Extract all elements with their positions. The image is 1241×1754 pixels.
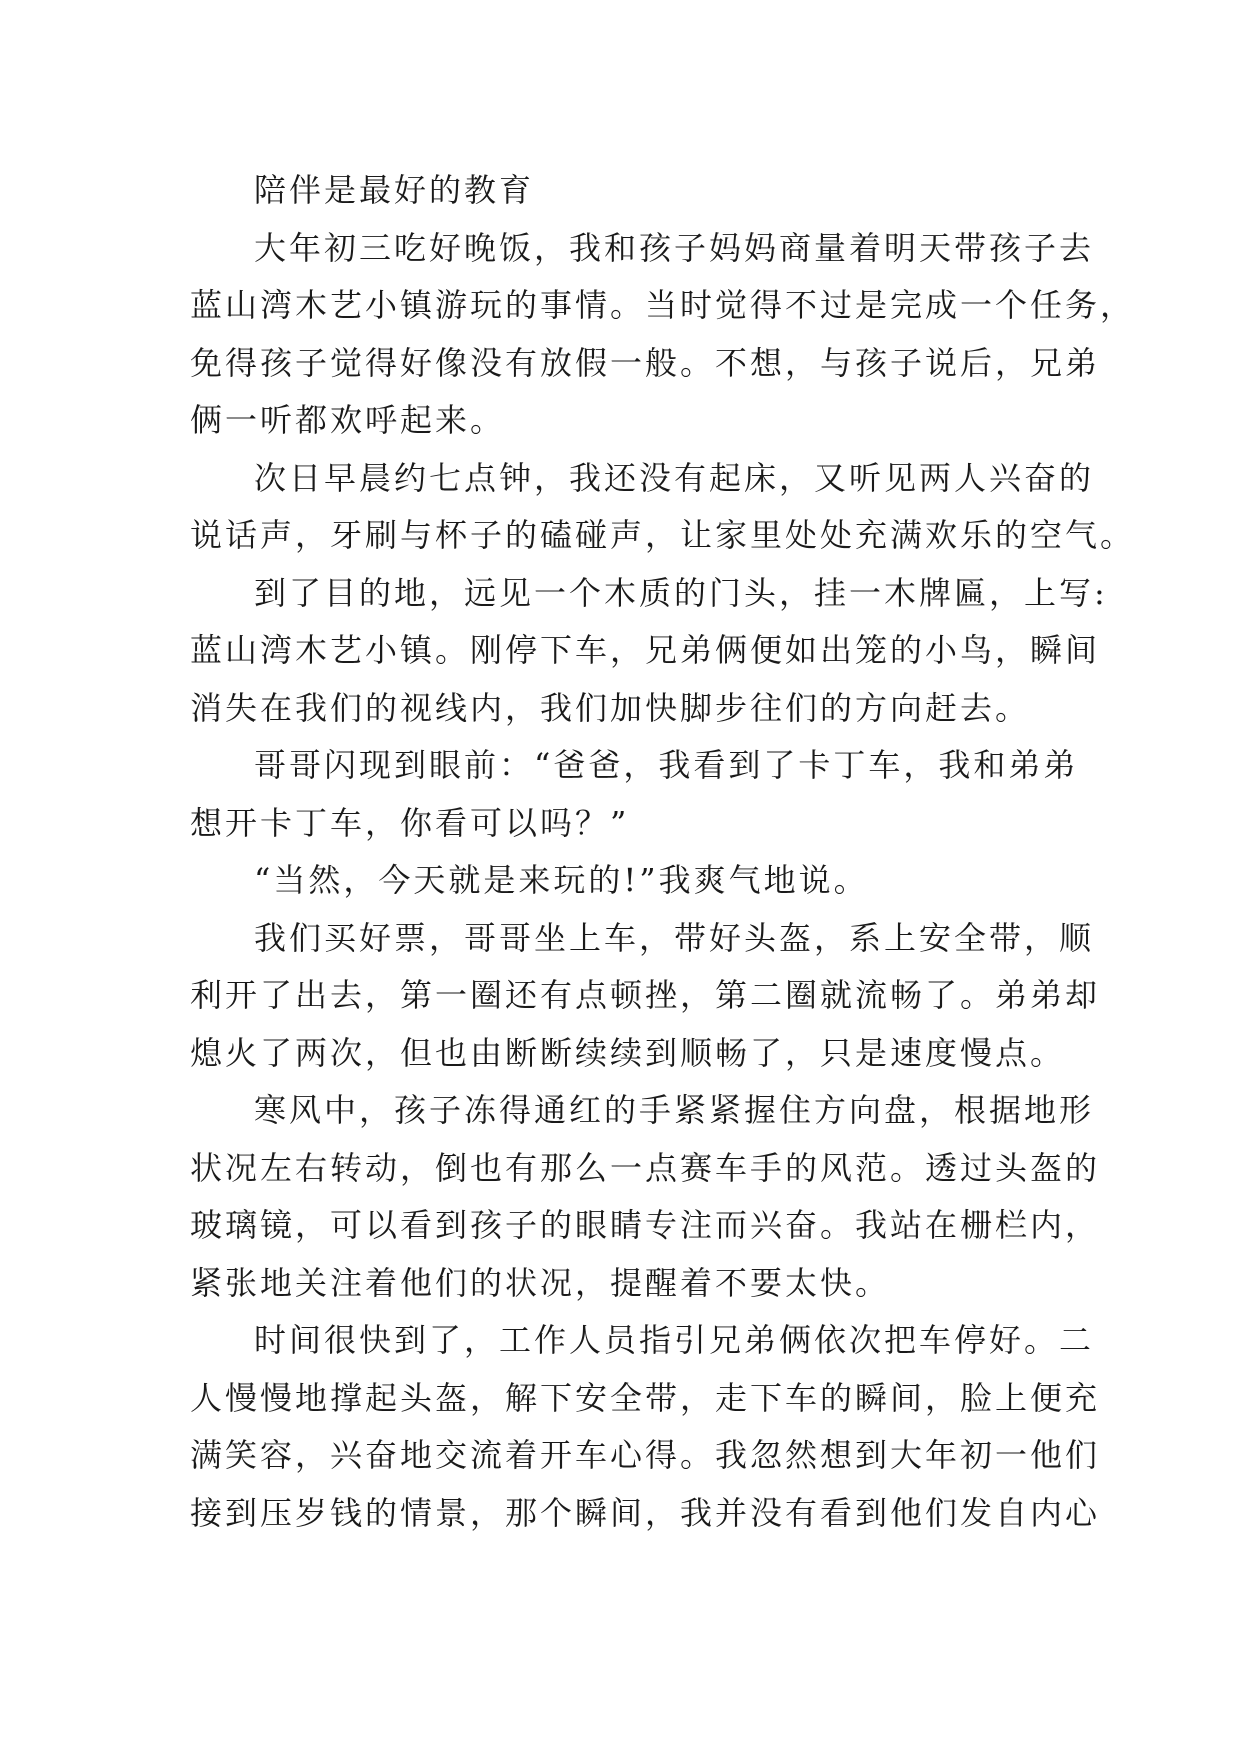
text-line: 哥哥闪现到眼前：“爸爸，我看到了卡丁车，我和弟弟 [254, 746, 1079, 784]
text-line: 想开卡丁车，你看可以吗？” [190, 803, 630, 842]
text-line: 蓝山湾木艺小镇。刚停下车，兄弟俩便如出笼的小鸟，瞬间 [190, 631, 1101, 669]
text-line: 说话声，牙刷与杯子的磕碰声，让家里处处充满欢乐的空气。 [190, 516, 1136, 554]
text-line: 大年初三吃好晚饭，我和孩子妈妈商量着明天带孩子去 [254, 228, 1095, 267]
text-line: 俩一听都欢呼起来。 [190, 401, 506, 439]
text-lines [190, 220, 1136, 1543]
text-line: 利开了出去，第一圈还有点顿挫，第二圈就流畅了。弟弟却 [190, 976, 1101, 1014]
text-line: 消失在我们的视线内，我们加快脚步往们的方向赶去。 [190, 688, 1031, 727]
text-line: 状况左右转动，倒也有那么一点赛车手的风范。透过头盔的 [190, 1148, 1101, 1187]
text-line: 次日早晨约七点钟，我还没有起床，又听见两人兴奋的 [254, 458, 1095, 497]
text-line: 紧张地关注着他们的状况，提醒着不要太快。 [190, 1263, 891, 1302]
text-line: “当然，今天就是来玩的!”我爽气地说。 [254, 861, 869, 899]
document-body [190, 162, 1136, 1542]
text-line: 我们买好票，哥哥坐上车，带好头盔，系上安全带，顺 [254, 918, 1095, 957]
text-line: 玻璃镜，可以看到孩子的眼睛专注而兴奋。我站在栅栏内， [190, 1206, 1101, 1244]
text-line: 寒风中，孩子冻得通红的手紧紧握住方向盘，根据地形 [254, 1091, 1095, 1129]
text-line: 蓝山湾木艺小镇游玩的事情。当时觉得不过是完成一个任务， [190, 286, 1136, 324]
text-line: 人慢慢地撑起头盔，解下安全带，走下车的瞬间，脸上便充 [190, 1378, 1101, 1417]
text-line: 接到压岁钱的情景，那个瞬间，我并没有看到他们发自内心 [190, 1493, 1101, 1532]
text-line: 免得孩子觉得好像没有放假一般。不想，与孩子说后，兄弟 [190, 343, 1101, 382]
document-title: 陪伴是最好的教育 [254, 171, 535, 209]
text-line: 到了目的地，远见一个木质的门头，挂一木牌匾，上写: [254, 573, 1108, 612]
text-line: 熄火了两次，但也由断断续续到顺畅了，只是速度慢点。 [190, 1033, 1066, 1072]
text-line: 满笑容，兴奋地交流着开车心得。我忽然想到大年初一他们 [190, 1436, 1101, 1474]
text-line: 时间很快到了，工作人员指引兄弟俩依次把车停好。二 [254, 1321, 1095, 1359]
